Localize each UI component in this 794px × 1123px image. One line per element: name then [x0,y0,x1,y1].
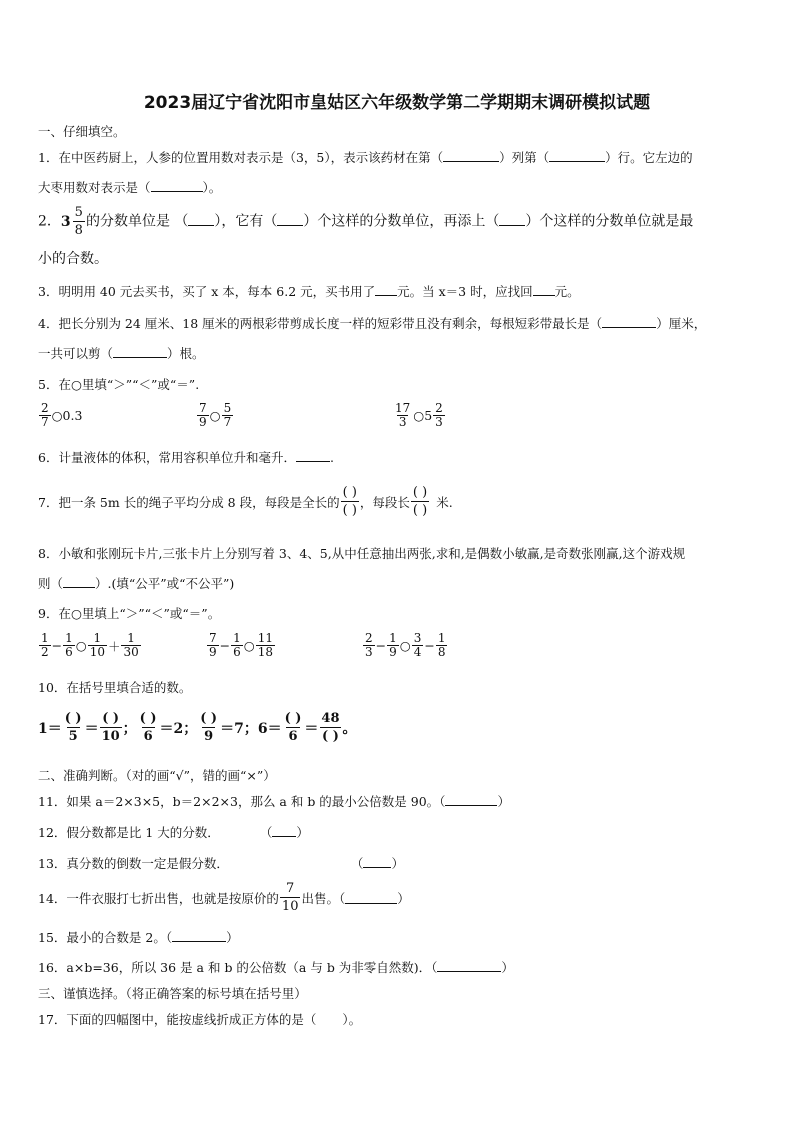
fraction: $\frac{1}{6}$ [65,631,73,659]
question-10-equations: 1＝ $\frac{( )}{5}$ ＝ $\frac{( )}{10}$ ； $\frac{( )}{6}$ ＝2； $\frac{( )}{9}$ ＝7； 6＝ $\frac{( )}{6}$ ＝ $\frac{48}{( )}$ 。 [38,711,357,744]
operator: ＋ [107,638,121,654]
blank[interactable] [437,959,501,972]
fraction: $\frac{2}{3}$ [365,631,373,659]
question-6: 6．计量液体的体积，常用容积单位升和毫升． . [38,450,334,465]
question-14: 14．一件衣服打七折出售，也就是按原价的 $\frac{7}{10}$ 出售。（ ） [38,881,410,914]
operator: − [51,638,63,653]
operator: − [424,638,435,653]
operator: − [375,638,387,653]
blank[interactable] [549,149,605,162]
question-12: 12．假分数都是比 1 大的分数． （ ） [38,825,309,840]
question-2-line-2: 小的合数。 [38,251,108,267]
compare-5c: $\frac{17}{3}$ ○5 $\frac{2}{3}$ [395,401,443,429]
blank[interactable] [375,283,397,296]
question-13: 13．真分数的倒数一定是假分数． （ ） [38,856,404,871]
blank[interactable] [602,315,656,328]
question-10: 10．在括号里填合适的数。 [38,680,192,695]
fraction: $\frac{1}{8}$ [437,631,446,659]
fraction: $\frac{1}{9}$ [389,631,397,659]
fraction: $\frac{1}{2}$ [41,631,49,659]
fraction: $\frac{1}{10}$ [89,631,105,659]
question-4-line-1: 4．把长分别为 24 厘米、18 厘米的两根彩带剪成长度一样的短彩带且没有剩余，每根短彩带最长是（ ）厘米， [38,316,707,331]
operator: ○ [399,638,411,653]
fraction: $\frac{7}{9}$ [209,631,217,659]
compare-9c [362,632,448,659]
question-15: 15．最小的合数是 2。（ ） [38,930,239,945]
blank[interactable] [499,213,525,226]
blank[interactable] [272,824,296,837]
operator: ○ [75,638,87,653]
compare-5a: $\frac{2}{7}$ ○0.3 [41,401,83,429]
blank[interactable] [533,283,555,296]
question-3: 3．明明用 40 元去买书，买了 x 本，每本 6.2 元，买书用了 元。当 x＝3 时，应找回 元。 [38,284,580,299]
fraction: $\frac{11}{18}$ [257,631,273,659]
blank[interactable] [188,213,214,226]
question-17: 17．下面的四幅图中，能按虚线折成正方体的是（ ）。 [38,1012,362,1027]
compare-9b [206,632,276,659]
question-2-line-1: 2． 3 $\frac{5}{8}$ 的分数单位是 （ ），它有（ ）个这样的分数单位，再添上（ ）个这样的分数单位就是最 [38,205,694,238]
compare-5b: $\frac{7}{9}$ ○ $\frac{5}{7}$ [199,401,232,429]
blank[interactable] [363,855,391,868]
question-11: 11．如果 a＝2×3×5，b＝2×2×3，那么 a 和 b 的最小公倍数是 90。（ ） [38,794,510,809]
blank[interactable] [345,891,397,904]
section-3-heading: 三、谨慎选择。（将正确答案的标号填在括号里） [38,986,307,1001]
fraction: $\frac{1}{6}$ [233,631,241,659]
question-8-line-2: 则（ ）.(填“公平”或“不公平”) [38,576,235,591]
section-1-heading: 一、仔细填空。 [38,124,126,139]
fraction: $\frac{3}{4}$ [413,631,422,659]
question-8-line-1: 8．小敏和张刚玩卡片,三张卡片上分别写着 3、4、5,从中任意抽出两张,求和,是偶数小敏赢,是奇数张刚赢,这个游戏规 [38,546,686,561]
question-1-line-2: 大枣用数对表示是（ ）。 [38,180,222,195]
blank[interactable] [172,929,226,942]
question-5: 5．在○里填“＞”“＜”或“＝”. [38,377,200,392]
blank[interactable] [443,149,499,162]
question-9: 9．在○里填上“＞”“＜”或“＝”。 [38,606,221,621]
compare-9a [38,632,142,659]
mixed-number: 3 $\frac{5}{8}$ [60,205,83,238]
fraction: $\frac{1}{30}$ [123,631,139,659]
exam-title: 2023届辽宁省沈阳市皇姑区六年级数学第二学期期末调研模拟试题 [143,93,651,113]
question-4-line-2: 一共可以剪（ ）根。 [38,346,205,361]
question-1-line-1: 1．在中医药厨上，人参的位置用数对表示是（3，5），表示该药材在第（ ）列第（ ）行。它左边的 [38,150,693,165]
blank[interactable] [151,179,203,192]
blank[interactable] [63,575,95,588]
operator: − [219,638,231,653]
section-2-heading: 二、准确判断。（对的画“√”，错的画“×”） [38,768,276,783]
blank[interactable] [445,793,497,806]
question-7: 7．把一条 5m 长的绳子平均分成 8 段，每段是全长的 $\frac{( )}{( )}$ ，每段长 $\frac{( )}{( )}$ 米. [38,485,453,518]
blank[interactable] [296,449,330,462]
blank[interactable] [277,213,303,226]
question-16: 16．a×b=36，所以 36 是 a 和 b 的公倍数（a 与 b 为非零自然数)．（ ） [38,960,514,975]
operator: ○ [243,638,255,653]
blank[interactable] [113,345,167,358]
